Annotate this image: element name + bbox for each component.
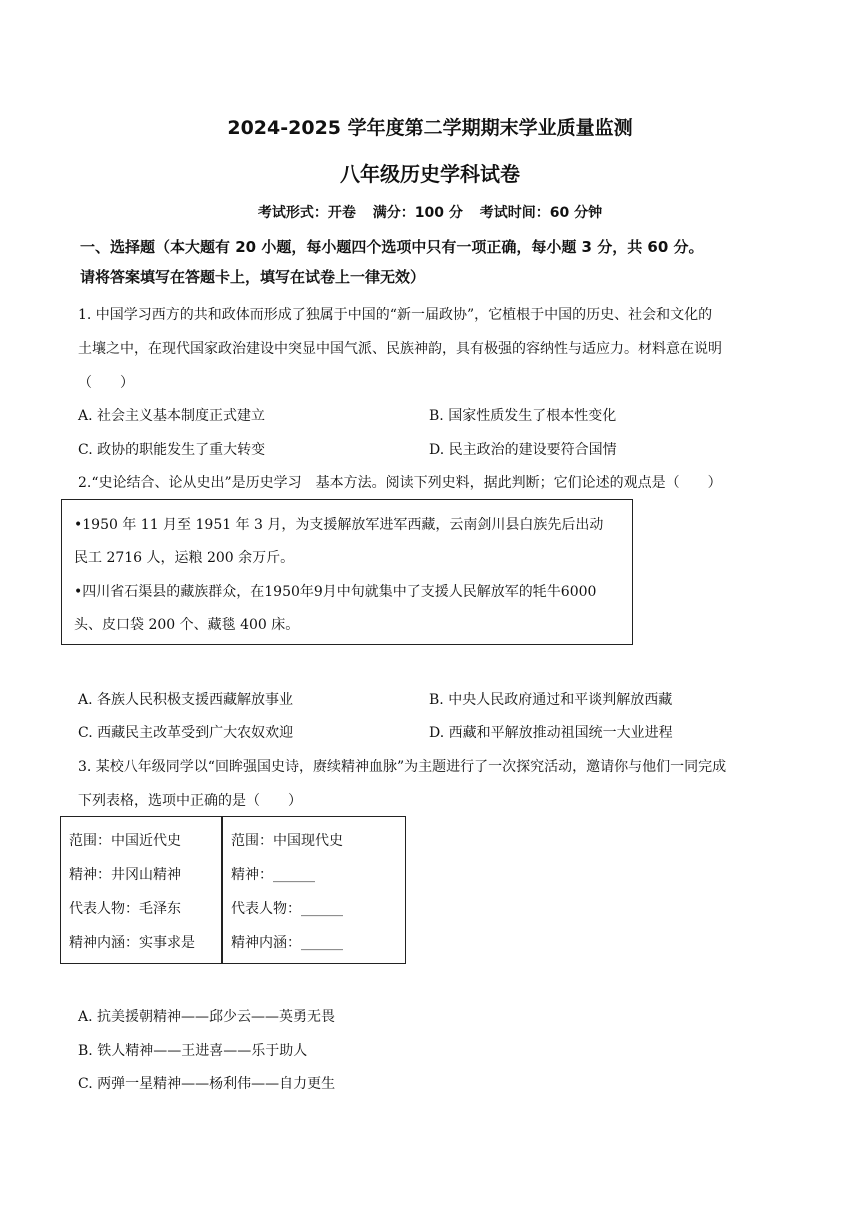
q2-stem: 2.“史论结合、论从史出”是历史学习 基本方法。阅读下列史料，据此判断；它们论述的观点是（ ）	[78, 475, 722, 491]
exam-meta	[0, 202, 860, 222]
q2-source-box	[61, 499, 633, 645]
q3-stem-line2: 下列表格，选项中正确的是（ ）	[78, 793, 302, 809]
q2-source-line1: •1950 年 11 月至 1951 年 3 月，为支援解放军进军西藏，云南剑川县白族先后出动	[74, 517, 604, 533]
q1-stem-line3: （ ）	[78, 375, 134, 391]
q3-left-cell: 精神内涵：实事求是	[69, 935, 195, 951]
q3-option-c: C. 两弹一星精神——杨利伟——自力更生	[78, 1076, 336, 1092]
exam-time: 考试时间：60 分钟	[479, 205, 603, 221]
q3-option-b: B. 铁人精神——王进喜——乐于助人	[78, 1043, 308, 1059]
q3-right-cell: 精神内涵：______	[231, 935, 343, 951]
q1-option-a: A. 社会主义基本制度正式建立	[78, 408, 266, 424]
page-subtitle: 八年级历史学科试卷	[340, 162, 520, 186]
exam-form: 考试形式：开卷	[257, 205, 356, 221]
q2-option-c: C. 西藏民主改革受到广大农奴欢迎	[78, 725, 294, 741]
q2-source-line3: •四川省石渠县的藏族群众，在1950年9月中旬就集中了支援人民解放军的牦牛6000	[74, 584, 597, 600]
q3-right-cell: 代表人物：______	[231, 901, 343, 917]
q3-left-cell: 代表人物：毛泽东	[69, 901, 181, 917]
q2-option-b: B. 中央人民政府通过和平谈判解放西藏	[429, 692, 673, 708]
q2-option-a: A. 各族人民积极支援西藏解放事业	[78, 692, 294, 708]
q1-option-d: D. 民主政治的建设要符合国情	[429, 442, 617, 458]
q2-option-d: D. 西藏和平解放推动祖国统一大业进程	[429, 725, 673, 741]
q3-left-cell: 精神：井冈山精神	[69, 867, 181, 883]
q1-option-b: B. 国家性质发生了根本性变化	[429, 408, 617, 424]
section-heading-line2: 请将答案填写在答题卡上，填写在试卷上一律无效）	[80, 268, 426, 286]
q1-option-c: C. 政协的职能发生了重大转变	[78, 442, 266, 458]
page-title: 2024-2025 学年度第二学期期末学业质量监测	[227, 117, 633, 139]
q1-stem-line1: 1. 中国学习西方的共和政体而形成了独属于中国的“新一届政协”，它植根于中国的历史、社会和文化的	[78, 307, 713, 323]
q3-table	[60, 816, 406, 964]
q3-table-divider	[221, 817, 223, 963]
q1-stem-line2: 土壤之中，在现代国家政治建设中突显中国气派、民族神韵，具有极强的容纳性与适应力。材料意在说明	[78, 341, 722, 357]
q3-right-cell: 范围：中国现代史	[231, 833, 343, 849]
q3-right-cell: 精神：______	[231, 867, 315, 883]
q2-source-line2: 民工 2716 人，运粮 200 余万斤。	[74, 550, 295, 566]
q3-option-a: A. 抗美援朝精神——邱少云——英勇无畏	[78, 1009, 336, 1025]
section-heading-line1: 一、选择题（本大题有 20 小题，每小题四个选项中只有一项正确，每小题 3 分，共 60 分。	[80, 238, 704, 256]
q3-stem-line1: 3. 某校八年级同学以“回眸强国史诗，赓续精神血脉”为主题进行了一次探究活动，邀请你与他们一同完成	[78, 759, 727, 775]
full-score: 满分：100 分	[372, 205, 463, 221]
q3-left-cell: 范围：中国近代史	[69, 833, 181, 849]
q2-source-line4: 头、皮口袋 200 个、藏毯 400 床。	[74, 617, 300, 633]
